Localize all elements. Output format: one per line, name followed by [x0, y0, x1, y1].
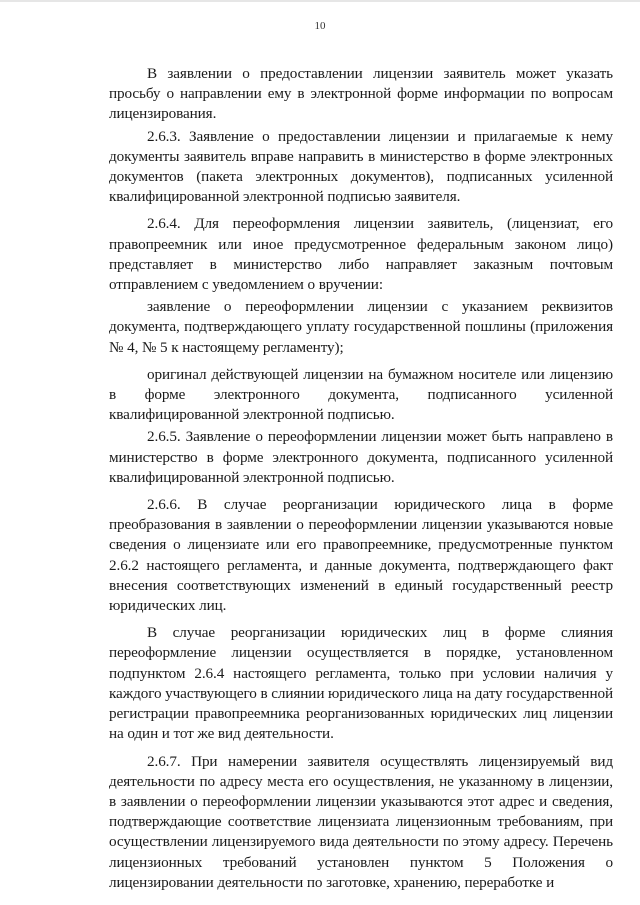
paragraph-2-6-6: 2.6.6. В случае реорганизации юридического лица в форме преобразования в заявлении о переоформлении лицензии указываются новые сведения о лицензиате или его правопреемнике, предусмотренные пунктом 2.6.2 настоящего регламента, и данные документа, подтверждающего факт внесения соответствующих изменений в единый государственный реестр юридических лиц. [109, 496, 613, 615]
page-number: 10 [314, 20, 326, 32]
scan-edge [0, 0, 640, 2]
paragraph-merger: В случае реорганизации юридических лиц в форме слияния переоформление лицензии осуществляется в порядке, установленном подпунктом 2.6.4 настоящего регламента, только при условии наличия у каждого участвующего в слиянии юридического лица на дату государственной регистрации правопреемника реорганизованных юридических лиц лицензии на один и тот же вид деятельности. [109, 624, 613, 743]
paragraph-application-reissue: заявление о переоформлении лицензии с указанием реквизитов документа, подтверждающего уплату государственной пошлины (приложения № 4, № 5 к настоящему регламенту); [109, 298, 613, 356]
paragraph-2-6-3: 2.6.3. Заявление о предоставлении лицензии и прилагаемые к нему документы заявитель вправе направить в министерство в форме электронных документов (пакета электронных документов), подписанных усиленной квалифицированной электронной подписью заявителя. [109, 127, 613, 206]
document-body [109, 64, 613, 893]
paragraph-electronic-info: В заявлении о предоставлении лицензии заявитель может указать просьбу о направлении ему в электронной форме информации по вопросам лицензирования. [109, 65, 613, 123]
paragraph-2-6-5: 2.6.5. Заявление о переоформлении лицензии может быть направлено в министерство в форме электронного документа, подписанного усиленной квалифицированной электронной подписью. [109, 428, 613, 486]
paragraph-original-license: оригинал действующей лицензии на бумажном носителе или лицензию в форме электронного документа, подписанного усиленной квалифицированной электронной подписью. [109, 365, 613, 424]
paragraph-2-6-4: 2.6.4. Для переоформления лицензии заявитель, (лицензиат, его правопреемник или иное предусмотренное федеральным законом лицо) представляет в министерство либо направляет заказным почтовым отправлением с уведомлением о вручении: [109, 215, 613, 294]
paragraph-2-6-7: 2.6.7. При намерении заявителя осуществлять лицензируемый вид деятельности по адресу места его осуществления, не указанному в лицензии, в заявлении о переоформлении лицензии указываются этот адрес и сведения, подтверждающие соответствие лицензиата лицензионным требованиям, при осуществлении лицензируемого вида деятельности по этому адресу. Перечень лицензионных требований установлен пунктом 5 Положения о лицензировании деятельности по заготовке, хранению, переработке и [109, 752, 613, 891]
